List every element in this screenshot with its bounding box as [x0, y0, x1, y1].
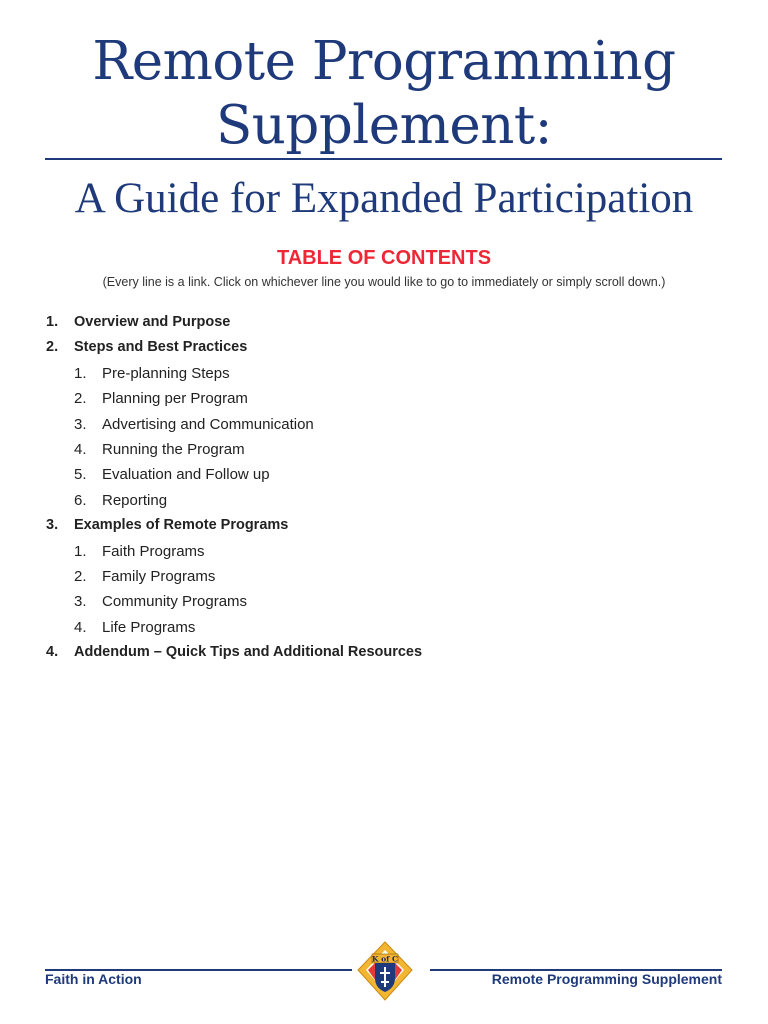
svg-text:K of C: K of C: [372, 954, 398, 964]
toc-number: 1.: [46, 314, 59, 330]
toc-label: Faith Programs: [102, 542, 205, 560]
footer-right-text: Remote Programming Supplement: [491, 971, 722, 987]
title-line-1: Remote Programming: [92, 31, 676, 92]
toc-label: Family Programs: [102, 567, 216, 585]
toc-number: 1.: [74, 542, 87, 560]
toc-label: Steps and Best Practices: [74, 339, 248, 356]
toc-label: Advertising and Communication: [102, 415, 314, 433]
toc-number: 3.: [46, 517, 59, 534]
toc-number: 1.: [74, 364, 87, 382]
toc-note: (Every line is a link. Click on whichever line you would like to go to immediately or simply scroll down.): [102, 275, 666, 289]
toc-link[interactable]: [46, 615, 422, 640]
toc-label: Reporting: [102, 491, 168, 509]
toc-link[interactable]: [46, 564, 422, 589]
toc-number: 2.: [46, 339, 59, 356]
toc-label: Evaluation and Follow up: [102, 466, 270, 484]
toc-number: 4.: [74, 618, 87, 636]
toc-link[interactable]: [46, 335, 422, 360]
toc-label: Pre-planning Steps: [102, 364, 230, 382]
document-title: [0, 30, 768, 158]
toc-label: Planning per Program: [102, 390, 248, 408]
kofc-emblem-icon: [356, 940, 414, 1002]
toc-number: 3.: [74, 415, 87, 433]
toc-label: Examples of Remote Programs: [74, 517, 289, 534]
title-line-2: Supplement:: [215, 95, 553, 156]
toc-number: 2.: [74, 567, 87, 585]
toc-label: Addendum – Quick Tips and Additional Resources: [74, 644, 423, 661]
toc-link[interactable]: [46, 462, 422, 487]
toc-link[interactable]: [46, 589, 422, 614]
toc-label: Running the Program: [102, 440, 245, 458]
toc-link[interactable]: [46, 386, 422, 411]
toc-link[interactable]: [46, 412, 422, 437]
toc-link[interactable]: [46, 437, 422, 462]
toc-number: 3.: [74, 593, 87, 611]
toc-number: 2.: [74, 390, 87, 408]
toc-link[interactable]: [46, 361, 422, 386]
toc-number: 4.: [74, 440, 87, 458]
toc-label: Life Programs: [102, 618, 196, 636]
title-divider: [45, 158, 722, 160]
toc-number: 5.: [74, 466, 87, 484]
toc-link[interactable]: [46, 513, 422, 538]
toc-link[interactable]: [46, 310, 422, 335]
toc-link[interactable]: [46, 640, 422, 665]
toc-label: Overview and Purpose: [74, 314, 231, 330]
toc-label: Community Programs: [102, 593, 248, 611]
toc-link[interactable]: [46, 539, 422, 564]
document-subtitle: A Guide for Expanded Participation: [74, 175, 694, 222]
table-of-contents: [46, 310, 422, 665]
toc-heading: TABLE OF CONTENTS: [276, 247, 492, 269]
footer-left-text: Faith in Action: [45, 971, 142, 987]
toc-number: 4.: [46, 644, 59, 661]
toc-link[interactable]: [46, 488, 422, 513]
toc-number: 6.: [74, 491, 87, 509]
